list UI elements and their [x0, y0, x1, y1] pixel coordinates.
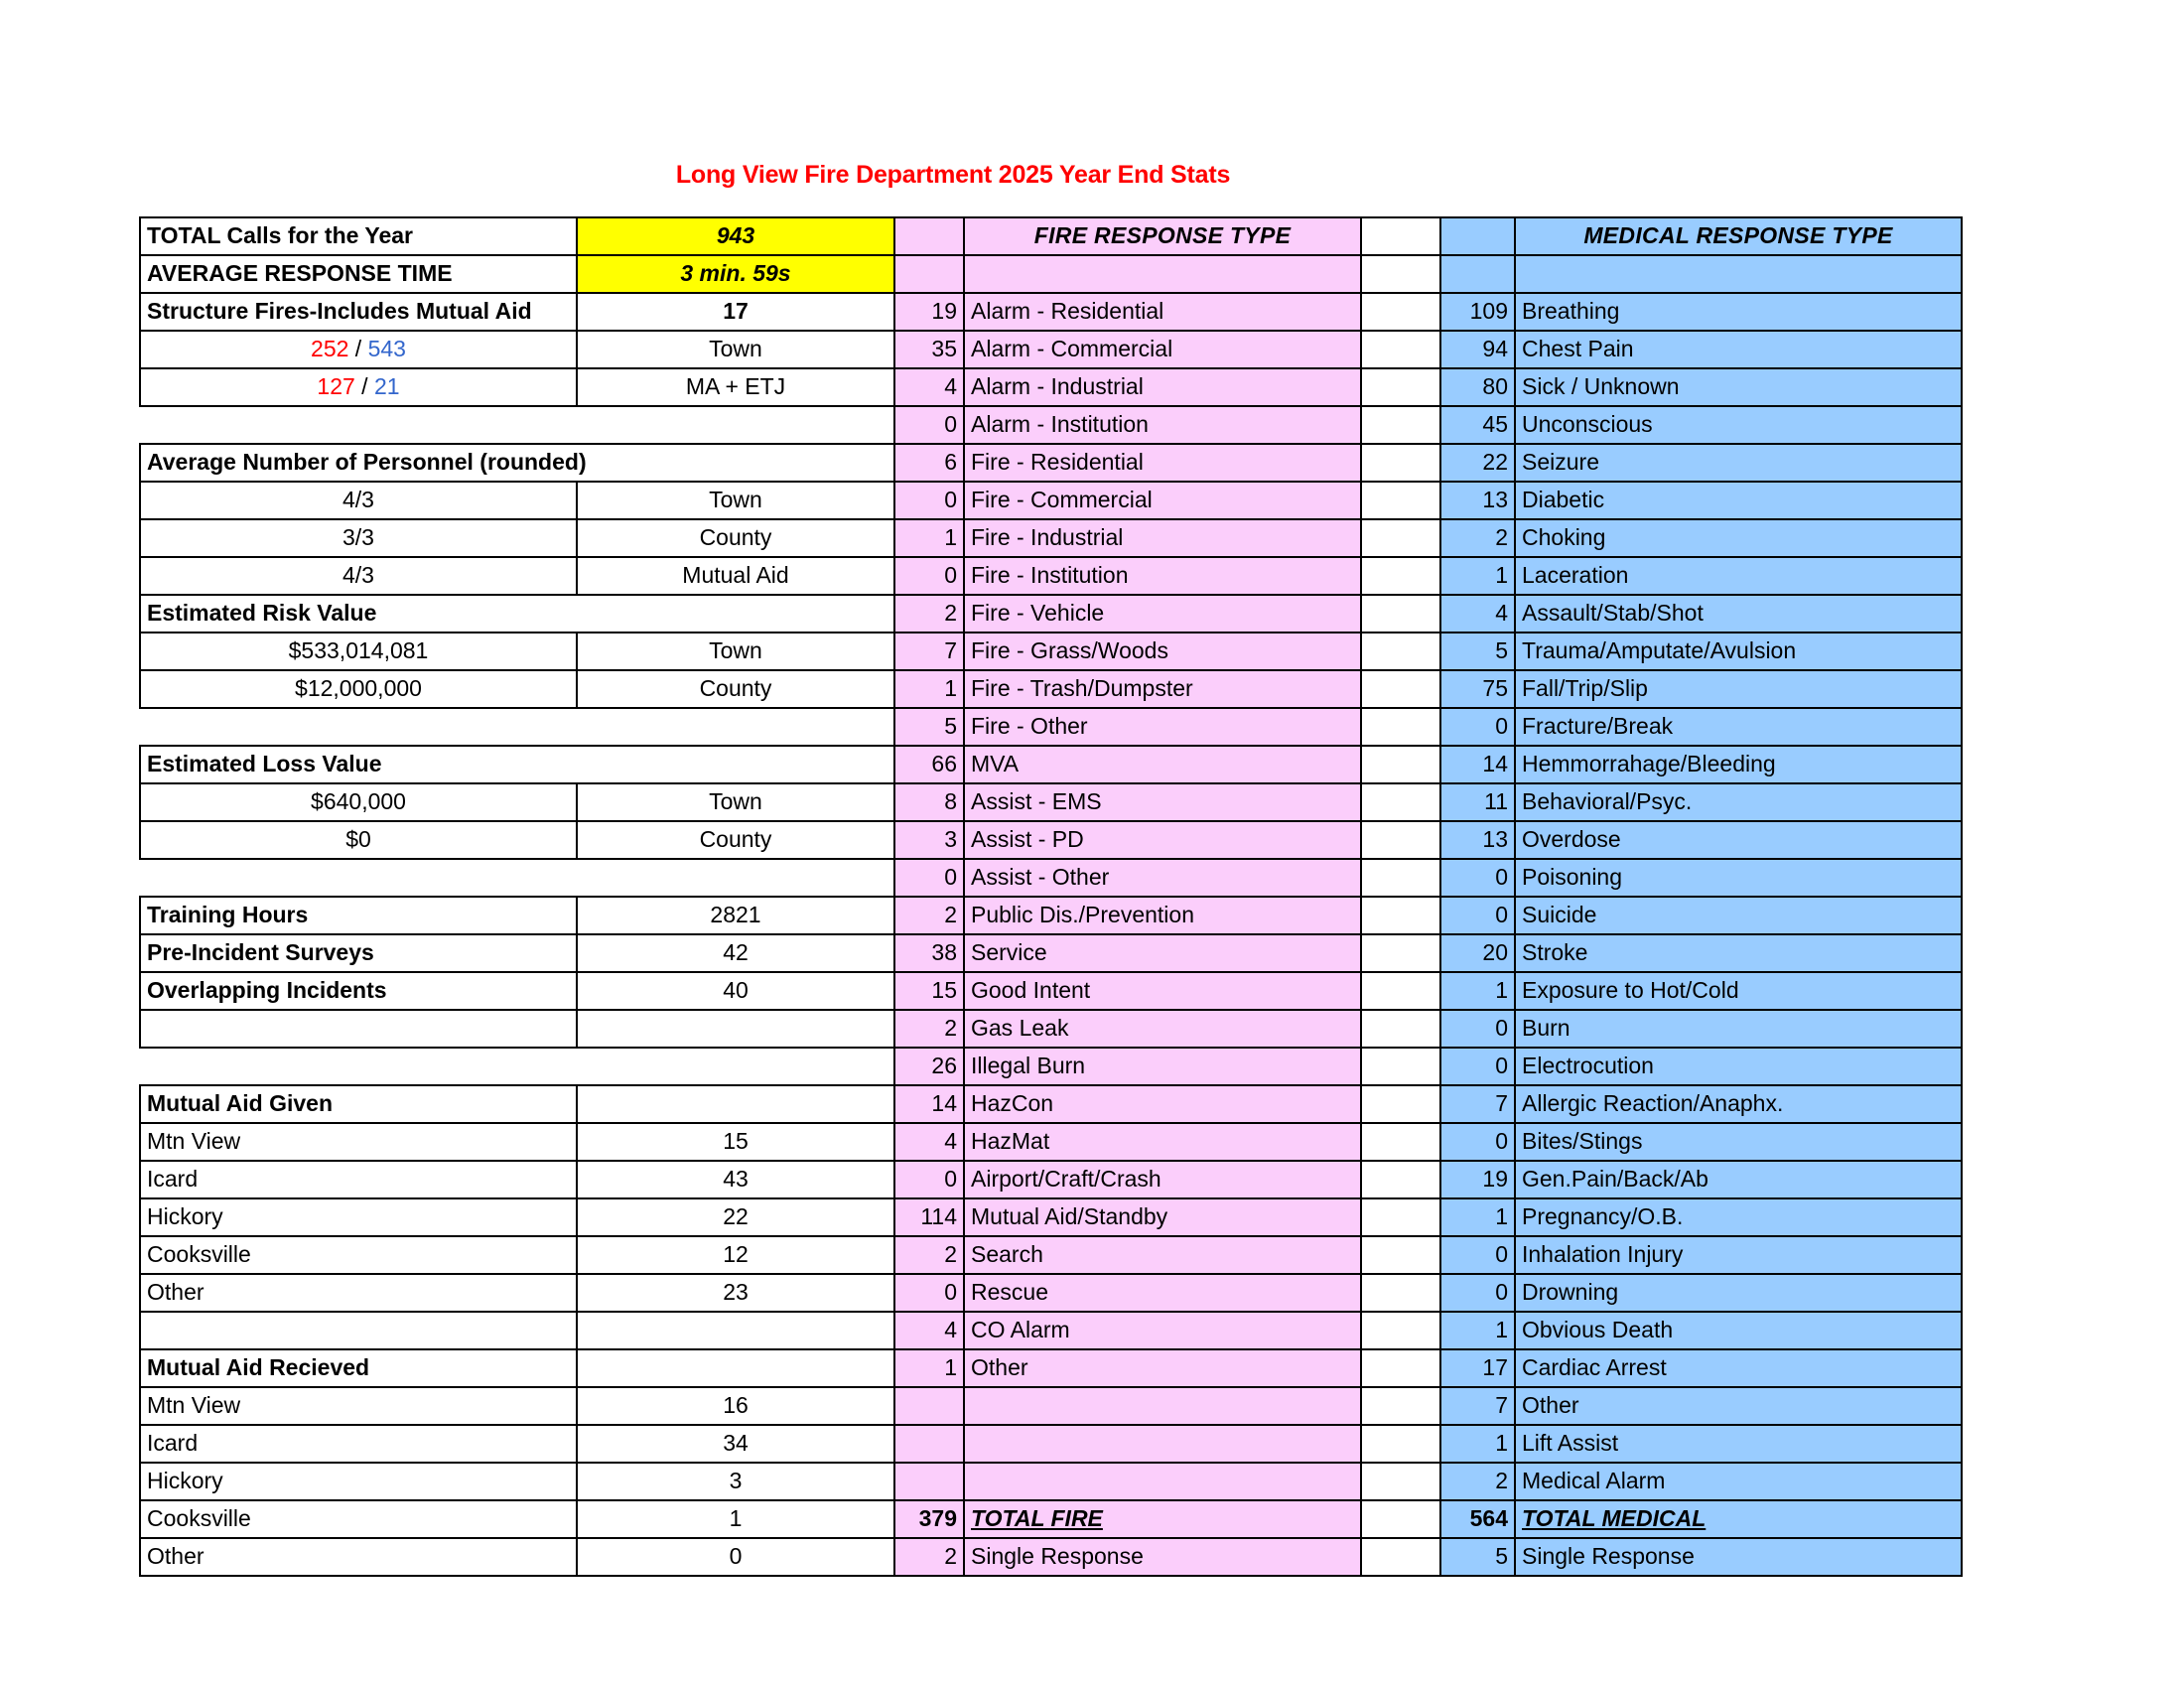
medical-count: 1: [1440, 557, 1515, 595]
gap-column-cell: [1361, 331, 1440, 368]
fire-label: Illegal Burn: [964, 1048, 1361, 1085]
training-hours-value: 2821: [577, 897, 894, 934]
split-separator: /: [354, 373, 374, 400]
table-row: [140, 217, 1962, 255]
fire-count: 2: [894, 897, 964, 934]
gap-column-cell: [1361, 670, 1440, 708]
gap-column-cell: [1361, 746, 1440, 783]
table-row: [140, 595, 1962, 633]
empty-cell: [577, 1085, 894, 1123]
mutual-aid-given-name: Other: [140, 1274, 577, 1312]
gap-column-cell: [1361, 368, 1440, 406]
ma-etj-split: [140, 368, 577, 406]
risk-value-label: County: [577, 670, 894, 708]
medical-label: Medical Alarm: [1515, 1463, 1962, 1500]
gap-column-cell: [1361, 1387, 1440, 1425]
medical-label: Gen.Pain/Back/Ab: [1515, 1161, 1962, 1198]
table-row: [140, 1312, 1962, 1349]
fire-label: Fire - Industrial: [964, 519, 1361, 557]
table-row: [140, 482, 1962, 519]
medical-count: 0: [1440, 1010, 1515, 1048]
fire-label: Service: [964, 934, 1361, 972]
medical-count: 19: [1440, 1161, 1515, 1198]
medical-label: Electrocution: [1515, 1048, 1962, 1085]
medical-total-count: 564: [1440, 1500, 1515, 1538]
risk-value-label: Town: [577, 633, 894, 670]
fire-label: Mutual Aid/Standby: [964, 1198, 1361, 1236]
fire-label: Alarm - Residential: [964, 293, 1361, 331]
gap-column-cell: [1361, 783, 1440, 821]
medical-label: Diabetic: [1515, 482, 1962, 519]
section-spacer: [140, 859, 894, 897]
empty-cell: [577, 1349, 894, 1387]
fire-label: Fire - Trash/Dumpster: [964, 670, 1361, 708]
gap-column-cell: [1361, 1312, 1440, 1349]
table-row: [140, 1463, 1962, 1500]
fire-count: 35: [894, 331, 964, 368]
loss-value-label: Town: [577, 783, 894, 821]
medical-count: 1: [1440, 1198, 1515, 1236]
gap-column-cell: [1361, 633, 1440, 670]
overlapping-incidents-label: Overlapping Incidents: [140, 972, 577, 1010]
medical-header-spacer: [1440, 217, 1515, 255]
risk-value-section-label: Estimated Risk Value: [140, 595, 894, 633]
gap-column-cell: [1361, 444, 1440, 482]
gap-column-cell: [1361, 217, 1440, 255]
fire-count: 2: [894, 595, 964, 633]
gap-column-cell: [1361, 1538, 1440, 1576]
medical-label: Assault/Stab/Shot: [1515, 595, 1962, 633]
medical-count: 7: [1440, 1085, 1515, 1123]
gap-column-cell: [1361, 1236, 1440, 1274]
gap-column-cell: [1361, 557, 1440, 595]
mutual-aid-given-name: Icard: [140, 1161, 577, 1198]
medical-count: 0: [1440, 1123, 1515, 1161]
medical-count: 13: [1440, 821, 1515, 859]
structure-fires-label: Structure Fires-Includes Mutual Aid: [140, 293, 577, 331]
medical-label: Obvious Death: [1515, 1312, 1962, 1349]
table-row: [140, 1500, 1962, 1538]
table-row: [140, 293, 1962, 331]
medical-label: Fall/Trip/Slip: [1515, 670, 1962, 708]
table-row: [140, 444, 1962, 482]
medical-label: Choking: [1515, 519, 1962, 557]
medical-count: 1: [1440, 972, 1515, 1010]
gap-column-cell: [1361, 406, 1440, 444]
table-row: [140, 1274, 1962, 1312]
fire-label: Fire - Other: [964, 708, 1361, 746]
gap-column-cell: [1361, 255, 1440, 293]
table-row: [140, 633, 1962, 670]
table-row: [140, 331, 1962, 368]
medical-count: 11: [1440, 783, 1515, 821]
table-row: [140, 821, 1962, 859]
gap-column-cell: [1361, 482, 1440, 519]
mutual-aid-received-value: 34: [577, 1425, 894, 1463]
fire-header-spacer: [894, 217, 964, 255]
table-row: [140, 1236, 1962, 1274]
table-row: [140, 1198, 1962, 1236]
mutual-aid-given-name: Cooksville: [140, 1236, 577, 1274]
medical-count: 14: [1440, 746, 1515, 783]
medical-label: Pregnancy/O.B.: [1515, 1198, 1962, 1236]
table-row: [140, 1048, 1962, 1085]
gap-column-cell: [1361, 1010, 1440, 1048]
personnel-value: 4/3: [140, 557, 577, 595]
table-row: [140, 1085, 1962, 1123]
medical-total-label: TOTAL MEDICAL: [1515, 1500, 1962, 1538]
fire-count-blank: [894, 1463, 964, 1500]
medical-label: Overdose: [1515, 821, 1962, 859]
town-calls-split: [140, 331, 577, 368]
gap-column-cell: [1361, 1463, 1440, 1500]
loss-value-amount: $0: [140, 821, 577, 859]
mutual-aid-given-value: 12: [577, 1236, 894, 1274]
fire-response-type-header: FIRE RESPONSE TYPE: [964, 217, 1361, 255]
medical-count: 4: [1440, 595, 1515, 633]
fire-total-label: TOTAL FIRE: [964, 1500, 1361, 1538]
gap-column-cell: [1361, 519, 1440, 557]
medical-count: 2: [1440, 519, 1515, 557]
medical-count: 0: [1440, 708, 1515, 746]
table-row: [140, 1387, 1962, 1425]
fire-label: Public Dis./Prevention: [964, 897, 1361, 934]
fire-count: 4: [894, 368, 964, 406]
fire-count: 66: [894, 746, 964, 783]
mutual-aid-received-value: 0: [577, 1538, 894, 1576]
fire-label: HazCon: [964, 1085, 1361, 1123]
fire-label: Rescue: [964, 1274, 1361, 1312]
medical-count: 0: [1440, 1048, 1515, 1085]
total-calls-value: 943: [577, 217, 894, 255]
table-row: [140, 972, 1962, 1010]
medical-count: 1: [1440, 1312, 1515, 1349]
mutual-aid-given-value: 15: [577, 1123, 894, 1161]
fire-label: Other: [964, 1349, 1361, 1387]
table-row: [140, 708, 1962, 746]
medical-label: Trauma/Amputate/Avulsion: [1515, 633, 1962, 670]
table-row: [140, 1161, 1962, 1198]
table-row: [140, 1349, 1962, 1387]
fire-count: 7: [894, 633, 964, 670]
fire-label: Single Response: [964, 1538, 1361, 1576]
medical-label: Drowning: [1515, 1274, 1962, 1312]
fire-count: 19: [894, 293, 964, 331]
loss-value-label: County: [577, 821, 894, 859]
overlapping-incidents-value: 40: [577, 972, 894, 1010]
fire-label-blank: [964, 1463, 1361, 1500]
table-row: [140, 1010, 1962, 1048]
gap-column-cell: [1361, 972, 1440, 1010]
personnel-label: Town: [577, 482, 894, 519]
personnel-section-label: Average Number of Personnel (rounded): [140, 444, 894, 482]
fire-count: 0: [894, 1161, 964, 1198]
fire-count: 3: [894, 821, 964, 859]
table-row: [140, 255, 1962, 293]
structure-fires-value: 17: [577, 293, 894, 331]
gap-column-cell: [1361, 1274, 1440, 1312]
section-spacer: [140, 406, 894, 444]
mutual-aid-received-name: Icard: [140, 1425, 577, 1463]
fire-count: 2: [894, 1538, 964, 1576]
fire-label: Fire - Commercial: [964, 482, 1361, 519]
split-red: 127: [317, 373, 355, 400]
fire-label: CO Alarm: [964, 1312, 1361, 1349]
fire-label: Good Intent: [964, 972, 1361, 1010]
medical-count: 2: [1440, 1463, 1515, 1500]
mutual-aid-given-name: Mtn View: [140, 1123, 577, 1161]
gap-column-cell: [1361, 1123, 1440, 1161]
avg-response-value: 3 min. 59s: [577, 255, 894, 293]
gap-column-cell: [1361, 897, 1440, 934]
medical-count: 1: [1440, 1425, 1515, 1463]
split-blue: 21: [373, 373, 400, 400]
fire-count: 1: [894, 670, 964, 708]
medical-label: Lift Assist: [1515, 1425, 1962, 1463]
town-calls-label: Town: [577, 331, 894, 368]
gap-column-cell: [1361, 1198, 1440, 1236]
medical-label: Exposure to Hot/Cold: [1515, 972, 1962, 1010]
medical-count: 94: [1440, 331, 1515, 368]
gap-column-cell: [1361, 934, 1440, 972]
mutual-aid-given-label: Mutual Aid Given: [140, 1085, 577, 1123]
fire-label-blank: [964, 1387, 1361, 1425]
gap-column-cell: [1361, 1500, 1440, 1538]
avg-response-label: AVERAGE RESPONSE TIME: [140, 255, 577, 293]
mutual-aid-received-label: Mutual Aid Recieved: [140, 1349, 577, 1387]
medical-count: 109: [1440, 293, 1515, 331]
medical-label: Laceration: [1515, 557, 1962, 595]
medical-label: Cardiac Arrest: [1515, 1349, 1962, 1387]
table-row: [140, 934, 1962, 972]
medical-count: 22: [1440, 444, 1515, 482]
fire-label: MVA: [964, 746, 1361, 783]
fire-count-blank: [894, 1387, 964, 1425]
fire-label: Fire - Vehicle: [964, 595, 1361, 633]
table-row: [140, 1425, 1962, 1463]
split-red: 252: [311, 336, 349, 362]
fire-count: 1: [894, 519, 964, 557]
medical-label: Bites/Stings: [1515, 1123, 1962, 1161]
fire-label: Fire - Grass/Woods: [964, 633, 1361, 670]
split-separator: /: [348, 336, 368, 362]
fire-label: Alarm - Commercial: [964, 331, 1361, 368]
mutual-aid-received-name: Other: [140, 1538, 577, 1576]
medical-response-type-header: MEDICAL RESPONSE TYPE: [1515, 217, 1962, 255]
fire-count: 6: [894, 444, 964, 482]
medical-count: 13: [1440, 482, 1515, 519]
gap-column-cell: [1361, 1085, 1440, 1123]
loss-value-section-label: Estimated Loss Value: [140, 746, 894, 783]
fire-count: 0: [894, 482, 964, 519]
page-title: Long View Fire Department 2025 Year End Stats: [675, 161, 1231, 189]
medical-count: 0: [1440, 859, 1515, 897]
mutual-aid-received-name: Hickory: [140, 1463, 577, 1500]
gap-column-cell: [1361, 1161, 1440, 1198]
medical-count-blank: [1440, 255, 1515, 293]
medical-count: 80: [1440, 368, 1515, 406]
gap-column-cell: [1361, 708, 1440, 746]
medical-label: Seizure: [1515, 444, 1962, 482]
section-spacer: [140, 1048, 894, 1085]
pre-incident-surveys-label: Pre-Incident Surveys: [140, 934, 577, 972]
mutual-aid-given-value: 22: [577, 1198, 894, 1236]
medical-label: Inhalation Injury: [1515, 1236, 1962, 1274]
table-row: [140, 1123, 1962, 1161]
empty-cell: [577, 1010, 894, 1048]
ma-etj-label: MA + ETJ: [577, 368, 894, 406]
fire-count: 1: [894, 1349, 964, 1387]
gap-column-cell: [1361, 595, 1440, 633]
mutual-aid-received-name: Mtn View: [140, 1387, 577, 1425]
medical-label: Burn: [1515, 1010, 1962, 1048]
mutual-aid-received-value: 1: [577, 1500, 894, 1538]
medical-label: Poisoning: [1515, 859, 1962, 897]
fire-count: 2: [894, 1236, 964, 1274]
mutual-aid-received-value: 3: [577, 1463, 894, 1500]
table-row: [140, 783, 1962, 821]
gap-column-cell: [1361, 1425, 1440, 1463]
medical-count: 17: [1440, 1349, 1515, 1387]
medical-label: Unconscious: [1515, 406, 1962, 444]
gap-column-cell: [1361, 1349, 1440, 1387]
medical-label: Hemmorrahage/Bleeding: [1515, 746, 1962, 783]
fire-label-blank: [964, 255, 1361, 293]
fire-count: 0: [894, 1274, 964, 1312]
fire-count: 4: [894, 1312, 964, 1349]
mutual-aid-given-value: 23: [577, 1274, 894, 1312]
year-end-stats-table: [139, 216, 1963, 1577]
table-row: [140, 368, 1962, 406]
fire-label: Fire - Residential: [964, 444, 1361, 482]
medical-count: 75: [1440, 670, 1515, 708]
gap-column-cell: [1361, 859, 1440, 897]
empty-cell: [577, 1312, 894, 1349]
fire-count-blank: [894, 1425, 964, 1463]
fire-label: Alarm - Industrial: [964, 368, 1361, 406]
table-row: [140, 897, 1962, 934]
fire-label: Alarm - Institution: [964, 406, 1361, 444]
fire-label: Assist - PD: [964, 821, 1361, 859]
medical-label: Stroke: [1515, 934, 1962, 972]
medical-label: Other: [1515, 1387, 1962, 1425]
medical-label-blank: [1515, 255, 1962, 293]
personnel-label: Mutual Aid: [577, 557, 894, 595]
gap-column-cell: [1361, 1048, 1440, 1085]
total-calls-label: TOTAL Calls for the Year: [140, 217, 577, 255]
medical-label: Fracture/Break: [1515, 708, 1962, 746]
personnel-label: County: [577, 519, 894, 557]
fire-count: 15: [894, 972, 964, 1010]
fire-label-blank: [964, 1425, 1361, 1463]
empty-cell: [140, 1010, 577, 1048]
fire-count: 5: [894, 708, 964, 746]
split-blue: 543: [367, 336, 406, 362]
fire-total-count: 379: [894, 1500, 964, 1538]
medical-count: 5: [1440, 633, 1515, 670]
medical-label: Allergic Reaction/Anaphx.: [1515, 1085, 1962, 1123]
risk-value-amount: $533,014,081: [140, 633, 577, 670]
section-spacer: [140, 708, 894, 746]
table-row: [140, 670, 1962, 708]
table-row: [140, 746, 1962, 783]
medical-label: Breathing: [1515, 293, 1962, 331]
fire-count: 114: [894, 1198, 964, 1236]
table-row: [140, 406, 1962, 444]
fire-count: 8: [894, 783, 964, 821]
medical-label: Sick / Unknown: [1515, 368, 1962, 406]
medical-count: 45: [1440, 406, 1515, 444]
medical-label: Single Response: [1515, 1538, 1962, 1576]
fire-count: 0: [894, 557, 964, 595]
table-row: [140, 519, 1962, 557]
risk-value-amount: $12,000,000: [140, 670, 577, 708]
fire-count: 2: [894, 1010, 964, 1048]
medical-count: 20: [1440, 934, 1515, 972]
pre-incident-surveys-value: 42: [577, 934, 894, 972]
medical-count: 0: [1440, 1274, 1515, 1312]
empty-cell: [140, 1312, 577, 1349]
fire-label: Airport/Craft/Crash: [964, 1161, 1361, 1198]
fire-label: Gas Leak: [964, 1010, 1361, 1048]
medical-count: 0: [1440, 897, 1515, 934]
medical-count: 5: [1440, 1538, 1515, 1576]
fire-count: 0: [894, 859, 964, 897]
fire-label: Assist - Other: [964, 859, 1361, 897]
gap-column-cell: [1361, 293, 1440, 331]
medical-count: 0: [1440, 1236, 1515, 1274]
mutual-aid-received-name: Cooksville: [140, 1500, 577, 1538]
mutual-aid-given-name: Hickory: [140, 1198, 577, 1236]
table-row: [140, 1538, 1962, 1576]
fire-label: HazMat: [964, 1123, 1361, 1161]
fire-label: Fire - Institution: [964, 557, 1361, 595]
fire-count: 0: [894, 406, 964, 444]
fire-label: Assist - EMS: [964, 783, 1361, 821]
fire-count: 14: [894, 1085, 964, 1123]
mutual-aid-received-value: 16: [577, 1387, 894, 1425]
gap-column-cell: [1361, 821, 1440, 859]
table-row: [140, 859, 1962, 897]
fire-label: Search: [964, 1236, 1361, 1274]
fire-count-blank: [894, 255, 964, 293]
fire-count: 26: [894, 1048, 964, 1085]
mutual-aid-given-value: 43: [577, 1161, 894, 1198]
training-hours-label: Training Hours: [140, 897, 577, 934]
loss-value-amount: $640,000: [140, 783, 577, 821]
fire-count: 38: [894, 934, 964, 972]
medical-label: Suicide: [1515, 897, 1962, 934]
medical-count: 7: [1440, 1387, 1515, 1425]
medical-label: Behavioral/Psyc.: [1515, 783, 1962, 821]
personnel-value: 3/3: [140, 519, 577, 557]
personnel-value: 4/3: [140, 482, 577, 519]
medical-label: Chest Pain: [1515, 331, 1962, 368]
fire-count: 4: [894, 1123, 964, 1161]
table-row: [140, 557, 1962, 595]
